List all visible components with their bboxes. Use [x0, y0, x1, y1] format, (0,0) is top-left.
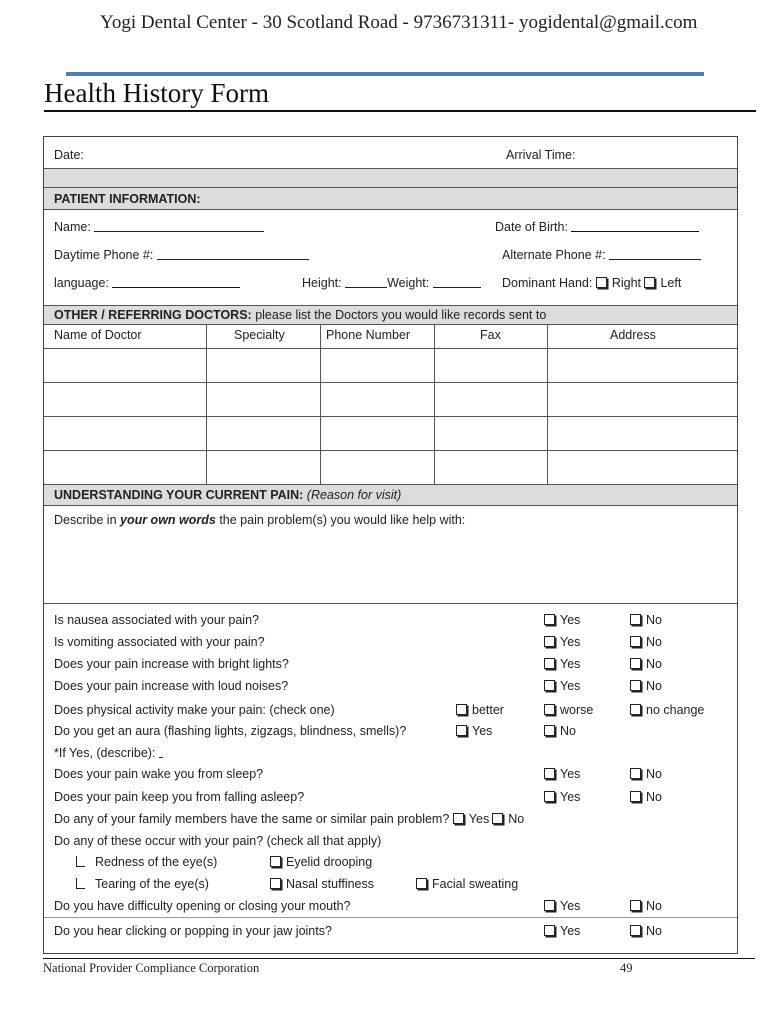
option-label: Yes	[560, 790, 581, 804]
footer-rule	[43, 958, 755, 959]
option-label: Yes	[560, 613, 581, 627]
option-label: better	[472, 703, 504, 717]
checkbox[interactable]	[76, 878, 85, 889]
option-label: No	[646, 657, 662, 671]
checkbox[interactable]	[544, 791, 555, 802]
date-label: Date:	[54, 148, 84, 162]
wake-sleep-no[interactable]	[630, 767, 662, 781]
mouth-no[interactable]	[630, 899, 662, 913]
falling-asleep-yes[interactable]	[544, 790, 580, 804]
bright-lights-yes[interactable]	[544, 657, 580, 671]
language-label: language:	[54, 276, 109, 290]
q-activity: Does physical activity make your pain: (check one)	[54, 703, 335, 717]
checkbox[interactable]	[630, 768, 641, 779]
symptom-eyelid[interactable]	[270, 855, 372, 869]
dominant-hand-label: Dominant Hand:	[502, 276, 593, 290]
q-bright-lights: Does your pain increase with bright lights?	[54, 657, 289, 671]
table-col-line	[434, 324, 435, 484]
footer-company: National Provider Compliance Corporation	[43, 961, 260, 975]
height-label: Height:	[302, 276, 342, 290]
pain-section-heading	[54, 488, 401, 502]
loud-noises-no[interactable]	[630, 679, 662, 693]
aura-describe[interactable]	[54, 746, 163, 760]
name-label: Name:	[54, 220, 91, 234]
q-loud-noises: Does your pain increase with loud noises?	[54, 679, 289, 693]
option-label: No	[646, 790, 662, 804]
checkbox[interactable]	[270, 878, 281, 889]
describe-pain-textarea[interactable]	[48, 529, 734, 601]
checkbox[interactable]	[544, 680, 555, 691]
checkbox[interactable]	[630, 614, 641, 625]
family-no-checkbox[interactable]	[492, 813, 503, 824]
symptom-nasal[interactable]	[270, 877, 374, 891]
loud-noises-yes[interactable]	[544, 679, 580, 693]
table-col-line	[547, 324, 548, 484]
aura-yes[interactable]	[456, 724, 492, 738]
daytime-phone-label: Daytime Phone #:	[54, 248, 154, 262]
doctors-section-title: OTHER / REFERRING DOCTORS:	[54, 308, 252, 322]
checkbox[interactable]	[544, 704, 555, 715]
nausea-no[interactable]	[630, 613, 662, 627]
daytime-phone-blank[interactable]	[157, 248, 309, 260]
checkbox[interactable]	[270, 856, 281, 867]
activity-no-change[interactable]	[630, 703, 704, 717]
doctors-section-heading	[54, 308, 546, 322]
activity-worse[interactable]	[544, 703, 593, 717]
doctors-section-note: please list the Doctors you would like records sent to	[255, 308, 547, 322]
option-label: No	[646, 679, 662, 693]
dob-field[interactable]	[495, 220, 699, 234]
checkbox[interactable]	[544, 725, 555, 736]
language-field[interactable]	[54, 276, 240, 290]
option-label: No	[508, 812, 525, 826]
form-title: Health History Form	[44, 78, 269, 108]
vomiting-no[interactable]	[630, 635, 662, 649]
activity-better[interactable]	[456, 703, 504, 717]
family-yes-checkbox[interactable]	[453, 813, 464, 824]
col-phone-number: Phone Number	[326, 328, 411, 342]
col-specialty: Specialty	[234, 328, 285, 342]
q-vomiting: Is vomiting associated with your pain?	[54, 635, 265, 649]
symptom-facial-sweating[interactable]	[416, 877, 518, 891]
q-occur-with: Do any of these occur with your pain? (check all that apply)	[54, 834, 382, 848]
option-label: Eyelid drooping	[286, 855, 373, 869]
alt-phone-label: Alternate Phone #:	[502, 248, 606, 262]
checkbox[interactable]	[630, 704, 641, 715]
arrival-time-label: Arrival Time:	[506, 148, 576, 162]
height-blank[interactable]	[345, 276, 387, 288]
aura-no[interactable]	[544, 724, 576, 738]
checkbox[interactable]	[544, 900, 555, 911]
col-address: Address	[610, 328, 656, 342]
pain-section-title: UNDERSTANDING YOUR CURRENT PAIN:	[54, 488, 304, 502]
option-label: Yes	[560, 657, 581, 671]
divider	[44, 917, 737, 918]
option-label: No	[646, 767, 662, 781]
table-row-line	[44, 416, 737, 417]
table-row-line	[44, 348, 737, 349]
weight-label: Weight:	[387, 276, 430, 290]
describe-emphasis: your own words	[120, 513, 216, 527]
option-label: No	[646, 899, 662, 913]
describe-suffix: the pain problem(s) you would like help with:	[215, 513, 466, 527]
symptom-tearing[interactable]	[76, 877, 209, 891]
q-family-text: Do any of your family members have the same or similar pain problem?	[54, 812, 450, 826]
checkbox[interactable]	[544, 768, 555, 779]
option-label: Redness of the eye(s)	[95, 855, 218, 869]
height-weight-field[interactable]	[302, 276, 481, 290]
table-row-line	[44, 450, 737, 451]
col-fax: Fax	[480, 328, 501, 342]
option-label: No	[646, 924, 662, 938]
alt-phone-blank[interactable]	[609, 248, 701, 260]
checkbox[interactable]	[630, 791, 641, 802]
checkbox[interactable]	[456, 725, 467, 736]
divider	[44, 209, 737, 210]
nausea-yes[interactable]	[544, 613, 580, 627]
checkbox[interactable]	[416, 878, 427, 889]
aura-describe-label: *If Yes, (describe):	[54, 746, 156, 760]
checkbox[interactable]	[630, 900, 641, 911]
page-number: 49	[620, 961, 633, 975]
falling-asleep-no[interactable]	[630, 790, 662, 804]
bright-lights-no[interactable]	[630, 657, 662, 671]
dob-blank[interactable]	[571, 220, 699, 232]
checkbox[interactable]	[76, 856, 85, 867]
q-family	[54, 812, 524, 826]
right-hand-label: Right	[611, 276, 641, 290]
vomiting-yes[interactable]	[544, 635, 580, 649]
left-hand-label: Left	[660, 276, 682, 290]
option-label: Yes	[560, 924, 581, 938]
option-label: Yes	[560, 767, 581, 781]
divider	[44, 324, 737, 325]
option-label: Yes	[560, 899, 581, 913]
checkbox[interactable]	[544, 658, 555, 669]
option-label: Yes	[468, 812, 490, 826]
spacer-band	[44, 169, 737, 187]
option-label: worse	[560, 703, 594, 717]
option-label: No	[646, 613, 662, 627]
q-jaw: Do you hear clicking or popping in your jaw joints?	[54, 924, 332, 938]
option-label: Tearing of the eye(s)	[95, 877, 209, 891]
checkbox[interactable]	[544, 925, 555, 936]
q-falling-asleep: Does your pain keep you from falling asleep?	[54, 790, 305, 804]
table-row-line	[44, 382, 737, 383]
q-aura: Do you get an aura (flashing lights, zigzags, blindness, smells)?	[54, 724, 407, 738]
checkbox[interactable]	[630, 636, 641, 647]
jaw-yes[interactable]	[544, 924, 580, 938]
table-col-line	[320, 324, 321, 484]
dominant-hand-field	[502, 276, 681, 290]
name-field[interactable]	[54, 220, 264, 234]
option-label: No	[646, 635, 662, 649]
describe-prompt	[54, 513, 465, 527]
table-col-line	[206, 324, 207, 484]
daytime-phone-field[interactable]	[54, 248, 309, 262]
left-hand-checkbox[interactable]	[644, 277, 655, 288]
option-label: No	[560, 724, 576, 738]
patient-section-title: PATIENT INFORMATION:	[54, 192, 201, 206]
pain-section-note: (Reason for visit)	[306, 488, 402, 502]
divider	[44, 505, 737, 506]
language-blank[interactable]	[112, 276, 240, 288]
health-history-form	[43, 136, 738, 954]
q-wake-sleep: Does your pain wake you from sleep?	[54, 767, 264, 781]
option-label: no change	[646, 703, 705, 717]
col-name-of-doctor: Name of Doctor	[54, 328, 142, 342]
header-accent-rule	[66, 72, 704, 76]
q-nausea: Is nausea associated with your pain?	[54, 613, 259, 627]
dob-label: Date of Birth:	[495, 220, 568, 234]
checkbox[interactable]	[630, 658, 641, 669]
checkbox[interactable]	[456, 704, 467, 715]
right-hand-checkbox[interactable]	[596, 277, 607, 288]
wake-sleep-yes[interactable]	[544, 767, 580, 781]
divider	[44, 603, 737, 604]
mouth-yes[interactable]	[544, 899, 580, 913]
option-label: Nasal stuffiness	[286, 877, 375, 891]
title-rule	[44, 110, 756, 112]
aura-describe-blank[interactable]	[159, 746, 163, 758]
checkbox[interactable]	[630, 925, 641, 936]
checkbox[interactable]	[630, 680, 641, 691]
q-mouth: Do you have difficulty opening or closing your mouth?	[54, 899, 351, 913]
option-label: Facial sweating	[432, 877, 519, 891]
option-label: Yes	[560, 635, 581, 649]
jaw-no[interactable]	[630, 924, 662, 938]
practice-header: Yogi Dental Center - 30 Scotland Road - 9736731311- yogidental@gmail.com	[100, 12, 698, 33]
symptom-redness[interactable]	[76, 855, 217, 869]
option-label: Yes	[560, 679, 581, 693]
name-blank[interactable]	[94, 220, 264, 232]
describe-prefix: Describe in	[54, 513, 120, 527]
weight-blank[interactable]	[433, 276, 481, 288]
checkbox[interactable]	[544, 636, 555, 647]
option-label: Yes	[472, 724, 493, 738]
alt-phone-field[interactable]	[502, 248, 701, 262]
checkbox[interactable]	[544, 614, 555, 625]
